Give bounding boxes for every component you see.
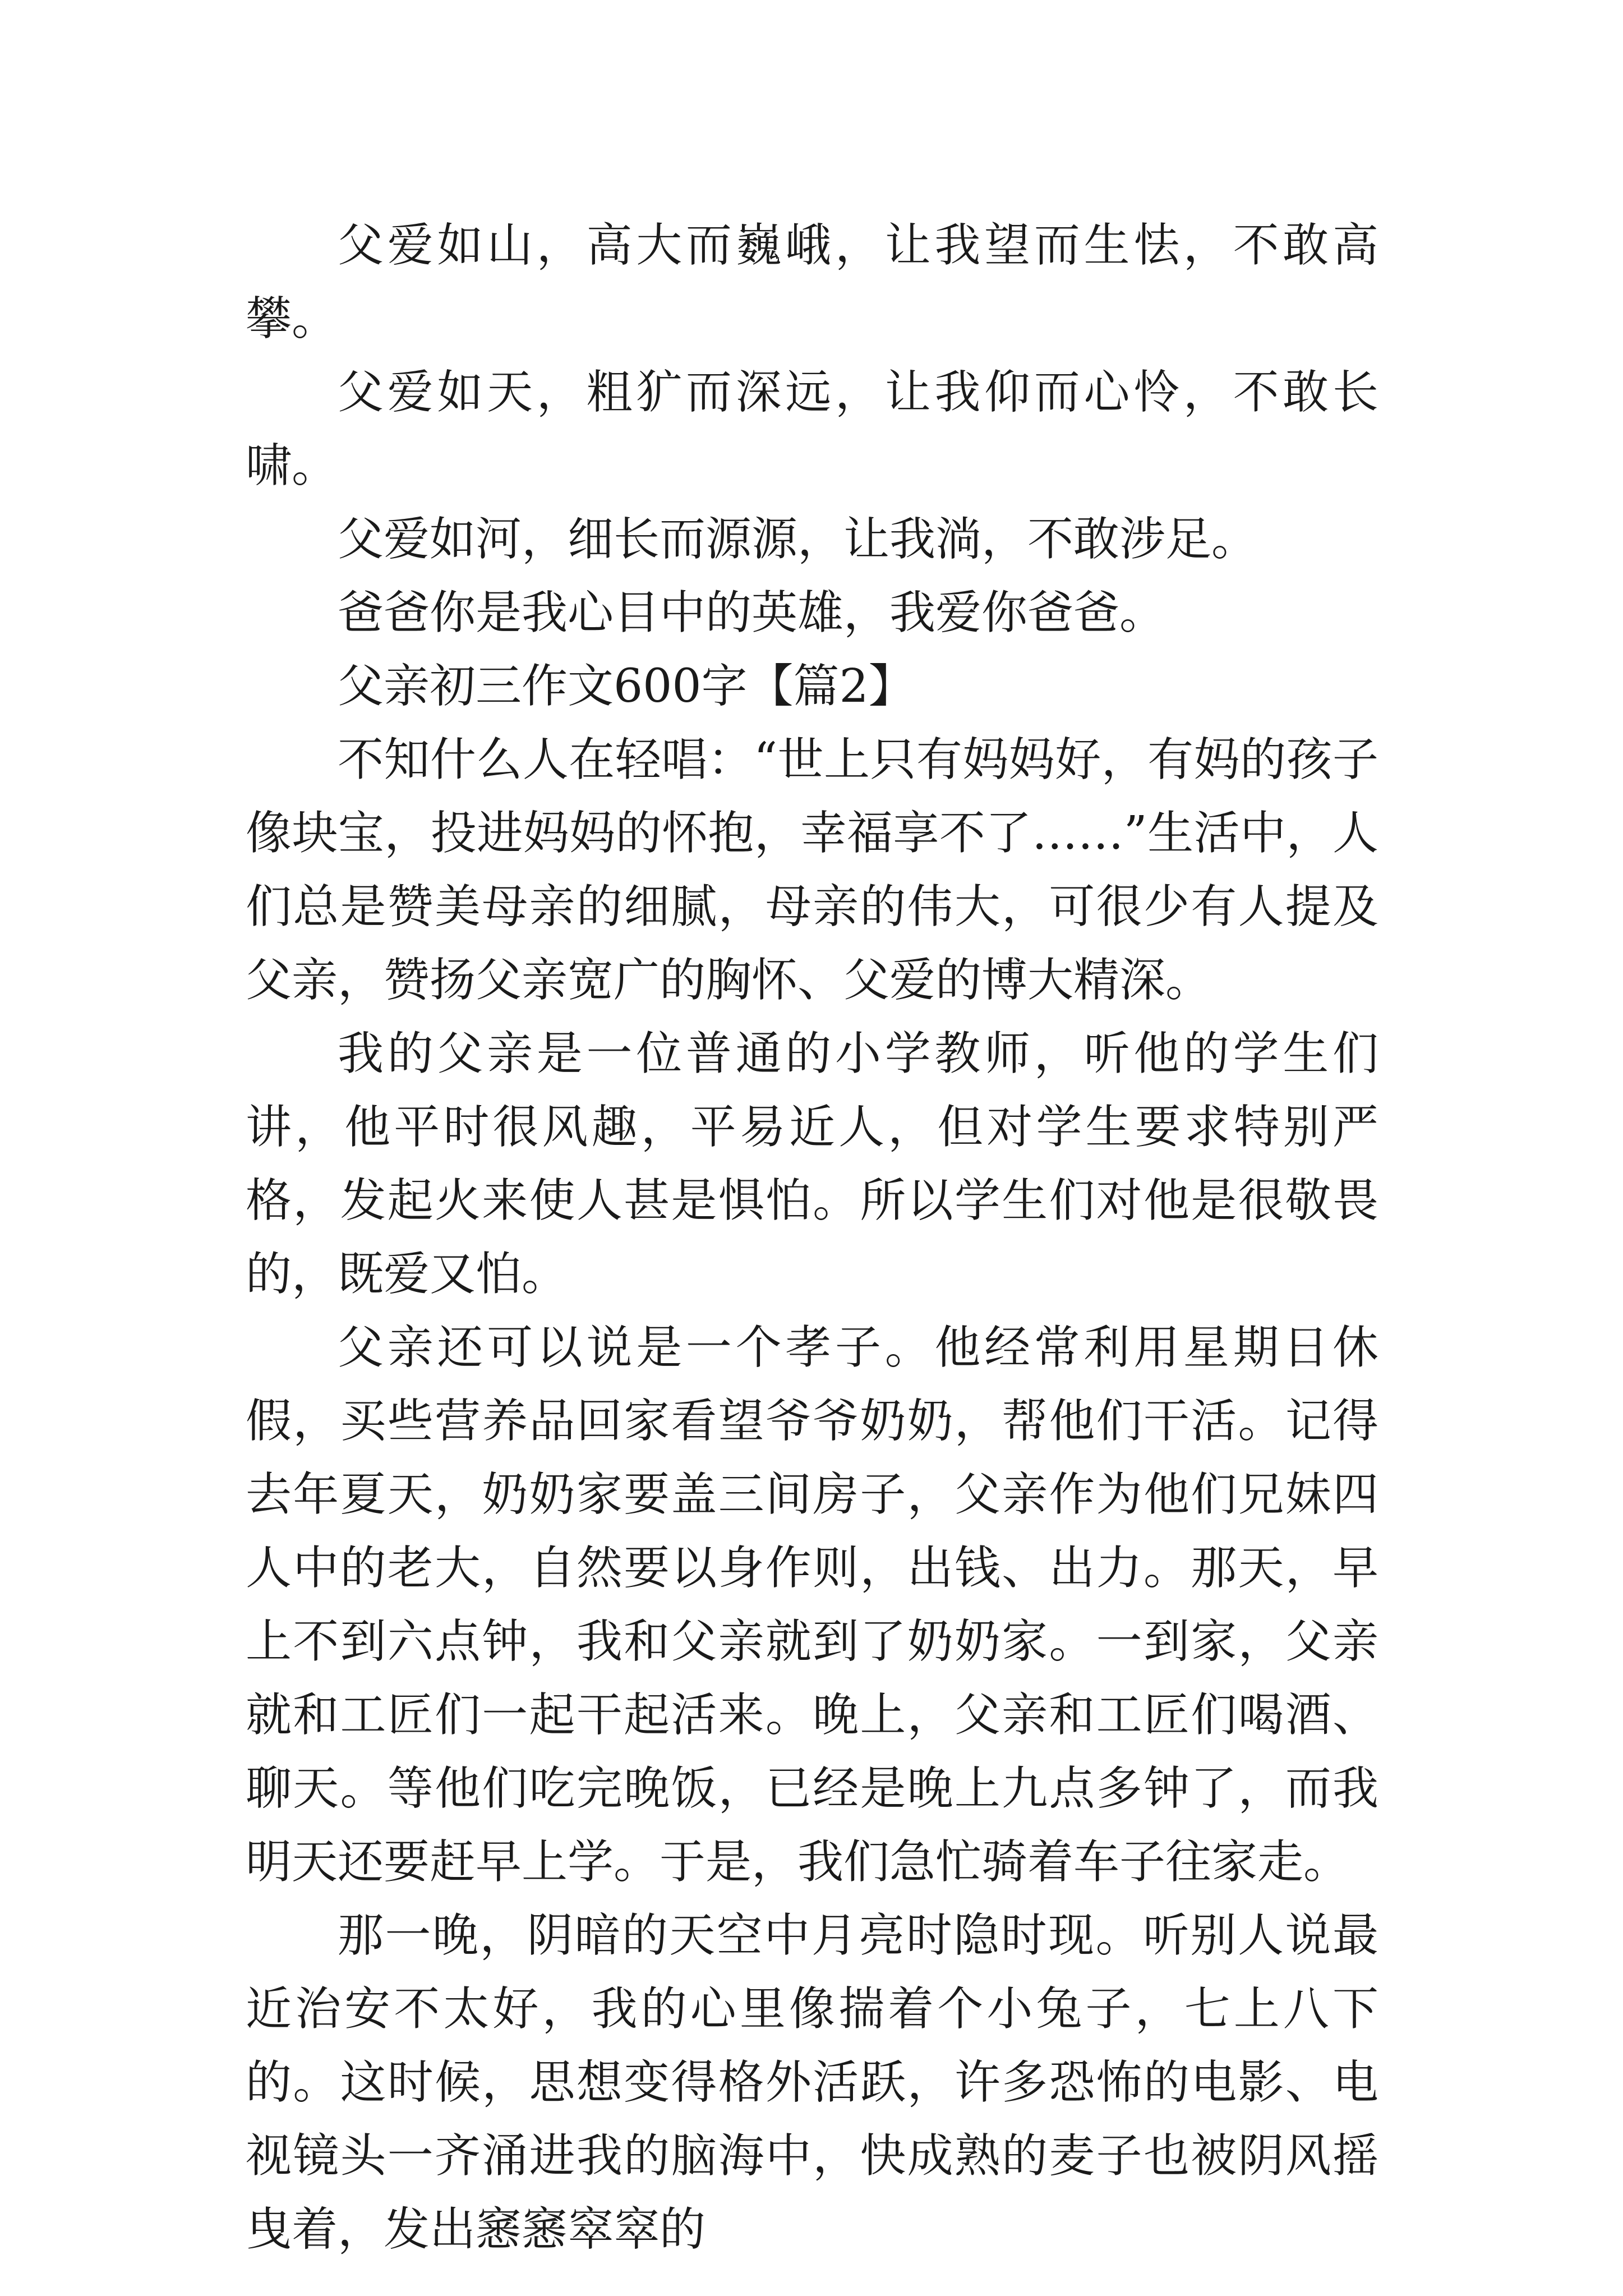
paragraph-1: 父爱如山，高大而巍峨，让我望而生怯，不敢高攀。 [246, 219, 1378, 346]
section-heading: 父亲初三作文600字【篇2】 [338, 660, 915, 713]
paragraph-2: 父爱如天，粗犷而深远，让我仰而心怜，不敢长啸。 [246, 366, 1378, 493]
paragraph-3: 父爱如河，细长而源源，让我淌，不敢涉足。 [338, 513, 1258, 566]
paragraph-6: 我的父亲是一位普通的小学教师，听他的学生们讲，他平时很风趣，平易近人，但对学生要求特别严格，发起火来使人甚是惧怕。所以学生们对他是很敬畏的，既爱又怕。 [246, 1027, 1378, 1301]
document-body [246, 209, 1378, 2266]
paragraph-5: 不知什么人在轻唱：“世上只有妈妈好，有妈的孩子像块宝，投进妈妈的怀抱，幸福享不了……”生活中，人们总是赞美母亲的细腻，母亲的伟大，可很少有人提及父亲，赞扬父亲宽广的胸怀、父爱的博大精深。 [246, 733, 1378, 1007]
paragraph-7: 父亲还可以说是一个孝子。他经常利用星期日休假，买些营养品回家看望爷爷奶奶，帮他们干活。记得去年夏天，奶奶家要盖三间房子，父亲作为他们兄妹四人中的老大，自然要以身作则，出钱、出力。那天，早上不到六点钟，我和父亲就到了奶奶家。一到家，父亲就和工匠们一起干起活来。晚上，父亲和工匠们喝酒、聊天。等他们吃完晚饭，已经是晚上九点多钟了，而我明天还要赶早上学。于是，我们急忙骑着车子往家走。 [246, 1321, 1378, 1889]
paragraph-4: 爸爸你是我心目中的英雄，我爱你爸爸。 [338, 586, 1166, 639]
paragraph-8: 那一晚，阴暗的天空中月亮时隐时现。听别人说最近治安不太好，我的心里像揣着个小兔子，七上八下的。这时候，思想变得格外活跃，许多恐怖的电影、电视镜头一齐涌进我的脑海中，快成熟的麦子也被阴风摇曳着，发出窸窸窣窣的 [246, 1909, 1378, 2256]
